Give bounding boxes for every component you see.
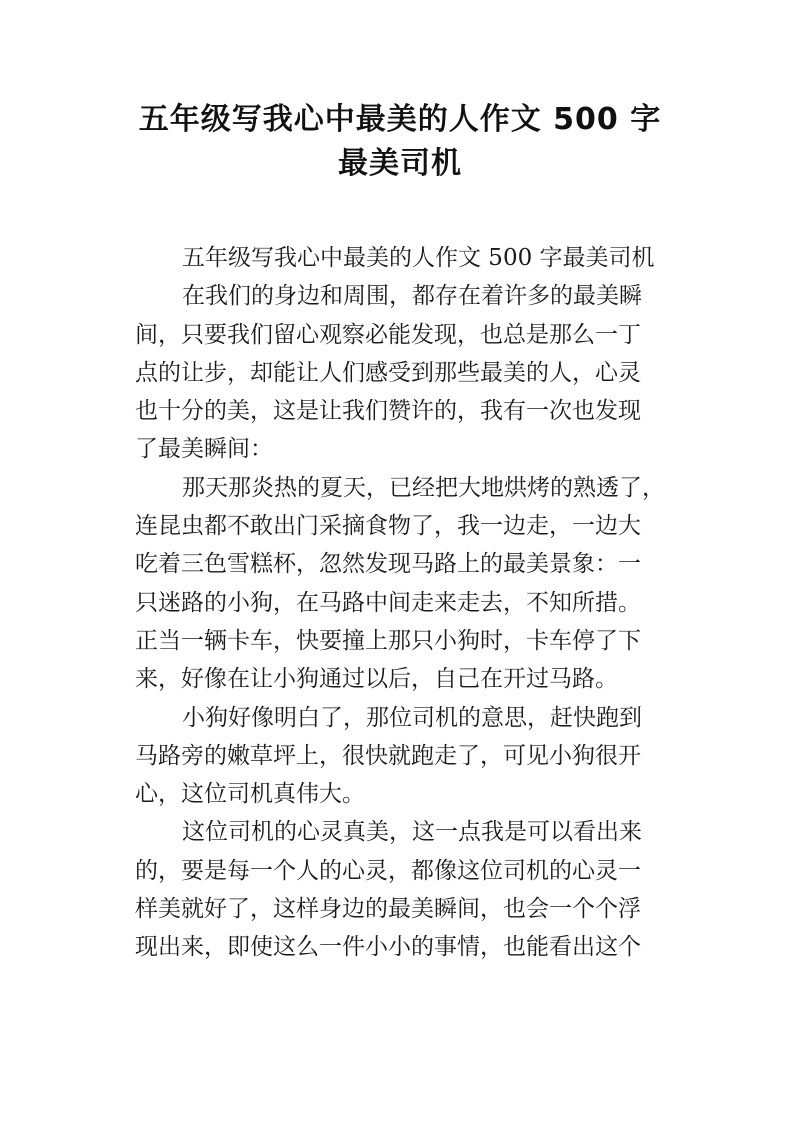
body-line: 马路旁的嫩草坪上，很快就跑走了，可见小狗很开 bbox=[135, 742, 641, 769]
body-line: 连昆虫都不敢出门采摘食物了，我一边走，一边大 bbox=[135, 513, 641, 540]
body-line: 五年级写我心中最美的人作文 500 字最美司机 bbox=[182, 245, 655, 271]
document-title bbox=[100, 98, 700, 186]
document-body bbox=[135, 239, 671, 967]
body-line: 这位司机的心灵真美，这一点我是可以看出来 bbox=[182, 819, 642, 846]
body-line: 现出来，即使这么一件小小的事情，也能看出这个 bbox=[135, 934, 641, 961]
body-line: 样美就好了，这样身边的最美瞬间，也会一个个浮 bbox=[135, 896, 641, 923]
body-line: 间，只要我们留心观察必能发现，也总是那么一丁 bbox=[135, 321, 641, 348]
body-line: 了最美瞬间： bbox=[135, 436, 273, 463]
body-line: 的，要是每一个人的心灵，都像这位司机的心灵一 bbox=[135, 857, 641, 884]
title-line-1: 五年级写我心中最美的人作文 500 字 bbox=[138, 102, 662, 137]
body-line: 来，好像在让小狗通过以后，自己在开过马路。 bbox=[135, 666, 618, 693]
body-line: 那天那炎热的夏天，已经把大地烘烤的熟透了， bbox=[182, 474, 665, 501]
body-line: 心，这位司机真伟大。 bbox=[135, 781, 365, 808]
body-line: 点的让步，却能让人们感受到那些最美的人，心灵 bbox=[135, 359, 641, 386]
body-line: 正当一辆卡车，快要撞上那只小狗时，卡车停了下 bbox=[135, 627, 641, 654]
body-line: 吃着三色雪糕杯，忽然发现马路上的最美景象：一 bbox=[135, 551, 641, 578]
body-line: 只迷路的小狗，在马路中间走来走去，不知所措。 bbox=[135, 589, 641, 616]
title-line-2: 最美司机 bbox=[338, 146, 462, 181]
body-line: 在我们的身边和周围，都存在着许多的最美瞬 bbox=[182, 283, 642, 310]
body-line: 也十分的美，这是让我们赞许的，我有一次也发现 bbox=[135, 398, 641, 425]
body-line: 小狗好像明白了，那位司机的意思，赶快跑到 bbox=[182, 704, 642, 731]
